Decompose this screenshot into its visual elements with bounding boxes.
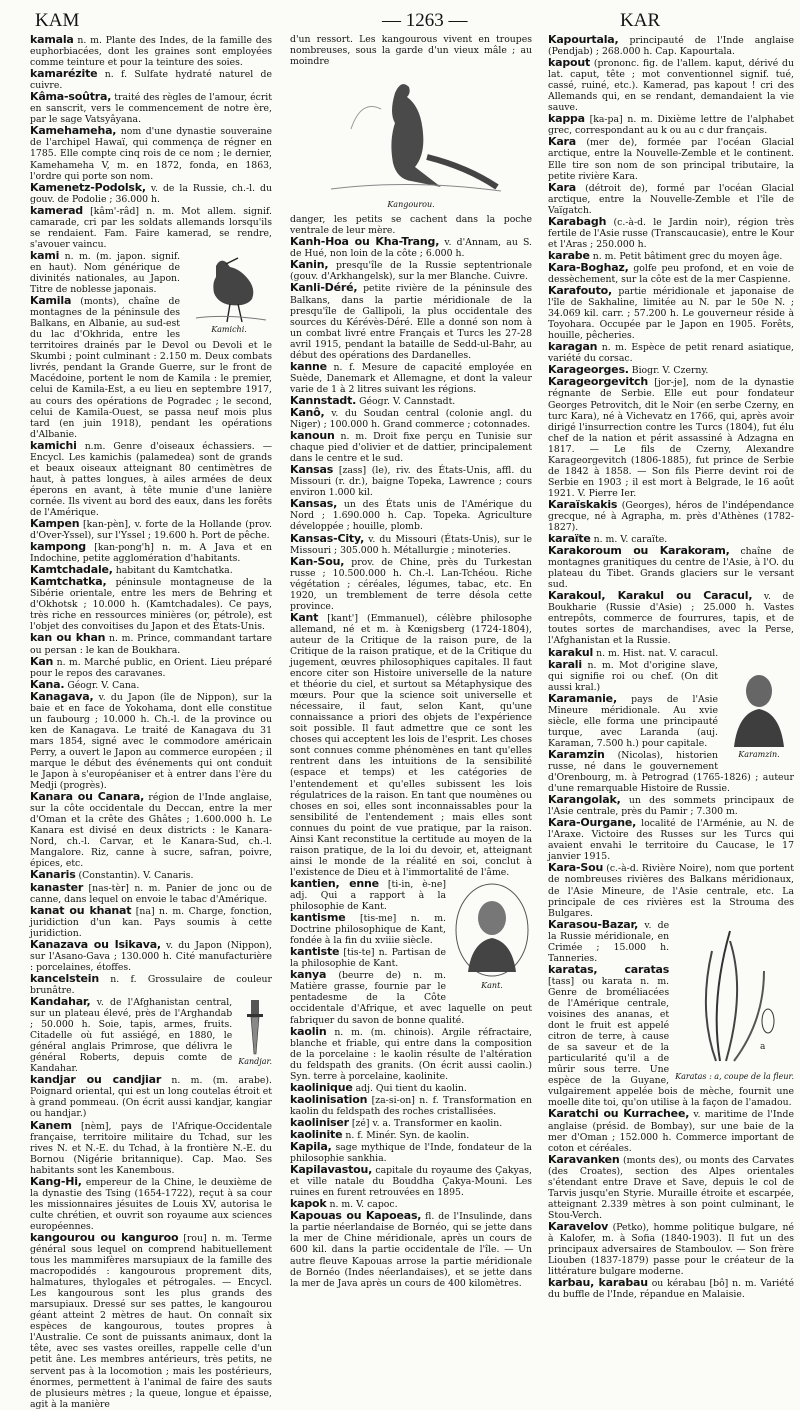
entry-headword: kancelstein (30, 971, 99, 985)
entry-headword: Kamehameha, (30, 124, 117, 138)
entry-definition: [ka-pa] n. m. Dixième lettre de l'alphabet grec, correspondant au k ou au c dur français. (548, 114, 794, 137)
entry-definition: n. m. Espèce de petit renard asiatique, variété du corsac. (548, 342, 794, 365)
dictionary-entry (548, 1154, 794, 1221)
dictionary-entry (548, 862, 794, 918)
dictionary-entry (30, 656, 272, 679)
entry-definition: Géogr. V. Cana. (67, 679, 140, 691)
entry-headword: Karakoroum ou Karakoram, (548, 544, 730, 558)
dictionary-entry (290, 1026, 532, 1082)
entry-headword: Karamanie, (548, 691, 617, 705)
entry-headword: kanoun (290, 429, 335, 443)
dictionary-entry (548, 182, 794, 216)
dictionary-entry (290, 395, 532, 407)
entry-definition: un des États unis de l'Amérique du Nord ; 1.690.000 h. Cap. Topeka. Agriculture développée ; houille, plomb. (290, 499, 532, 533)
entry-headword: Kana. (30, 677, 65, 691)
entry-headword: Kamtchadale, (30, 563, 113, 577)
entry-definition: n. m. Marché public, en Orient. Lieu préparé pour le repos des caravanes. (30, 656, 272, 679)
entry-headword: kampong (30, 540, 86, 554)
dictionary-entry (548, 545, 794, 590)
dictionary-entry (290, 533, 532, 556)
entry-definition: [kan-pong'h] n. m. A Java et en Indochine, petite agglomération d'habitants. (30, 542, 272, 565)
entry-definition: n. m. Plante des Indes, de la famille des euphorbiacées, dont les graines sont employées comme teinture et pour la teinture des soies. (30, 35, 272, 69)
entry-definition: fl. de l'Insulinde, dans la partie néerlandaise de Bornéo, qui se jette dans la mer de Chine méridionale, après un cours de 600 kil. dans la partie occidentale de l'île. — Un autre fleuve Kapouas arrose la partie méridionale de Bornéo (Indes néerlandaises), et se jette dans la mer de Java après un cours de 400 kilomètres. (290, 1211, 532, 1289)
entry-headword: Kâma-soûtra, (30, 90, 112, 104)
dictionary-entry (290, 464, 532, 498)
entry-headword: Kandahar, (30, 994, 91, 1008)
entry-headword: Kapila, (290, 1140, 332, 1154)
entry-definition: n. m. Prince, commandant tartare ou persan : le kan de Boukhara. (30, 633, 272, 656)
entry-headword: kamichi (30, 438, 77, 452)
entry-headword: kamarézite (30, 67, 98, 81)
entry-definition: [na] n. m. Charge, fonction, juridiction d'un kan. Pays soumis à cette juridiction. (30, 905, 272, 939)
header-left: KAM (35, 10, 80, 31)
dictionary-entry (30, 1232, 272, 1410)
dictionary-entry (290, 1094, 532, 1117)
dictionary-entry (548, 113, 794, 136)
entry-headword: kaolinite (290, 1127, 343, 1141)
dictionary-entry (548, 57, 794, 113)
entry-headword: karali (548, 657, 582, 671)
dictionary-entry (548, 647, 794, 659)
dictionary-entry (30, 996, 272, 1074)
entry-headword: kan ou khan (30, 631, 106, 645)
dictionary-entry (30, 34, 272, 68)
entry-headword: Karavelov (548, 1219, 609, 1233)
dictionary-entry (290, 498, 532, 532)
entry-headword: Kanazava ou Isikava, (30, 937, 161, 951)
dictionary-entry (548, 216, 794, 250)
entry-headword: kami (30, 248, 60, 262)
dictionary-entry (290, 361, 532, 395)
entry-headword: Kara-Boghaz, (548, 260, 629, 274)
entry-definition: v. du Japon (île de Nippon), sur la baie et en face de Yokohama, dont elle constitue un faubourg ; 10.000 h. Ch.-l. de la province ou ken de Kanagava. Le traité de Kanagava du 31 mars 1854, signé avec le commodore américain Perry, a ouvert le Japon au commerce européen ; il marque le début des événements qui ont conduit le Japon à s'européaniser et à entrer dans l'ère du Medji (progrès). (30, 691, 272, 792)
dictionary-entry (290, 1210, 532, 1288)
entry-headword: kaolin (290, 1024, 327, 1038)
entry-definition: traité des règles de l'amour, écrit en sanscrit, vers le commencement de notre ère, par le sage Vatsyâyana. (30, 92, 272, 126)
entry-headword: Kapilavastou, (290, 1163, 373, 1177)
entry-definition: Biogr. V. Czerny. (631, 365, 709, 377)
karatas-illustration (690, 921, 780, 1071)
entry-headword: Kampen (30, 517, 80, 531)
entry-definition: [rou] n. m. Terme général sous lequel on comprend habituellement tous les mammifères marsupiaux de la famille des macropodidés : kangourous proprement dits, halmatures, thylogales et pétrogales. — Encycl. Les kangourous sont les plus grands des marsupiaux. Dressé sur ses pattes, le kangourou géant atteint 2 mètres de haut. On connaît six espèces de kangourous, toutes propres à l'Australie. Ce sont de puissants animaux, dont la tête, avec ses vastes oreilles, rappelle celle d'un petit âne. Les membres antérieurs, très petits, ne servent pas à la locomotion ; mais les postérieurs, énormes, permettent à l'animal de faire des sauts de plusieurs mètres ; la queue, longue et épaisse, agit à la manière (30, 1232, 272, 1410)
entry-headword: kapout (548, 56, 591, 70)
entry-headword: Karabagh (548, 214, 607, 228)
dictionary-entry (30, 91, 272, 125)
caption-karamzin: Karamzin. (738, 749, 780, 759)
entry-headword: Karaïskakis (548, 497, 618, 511)
entry-definition: prov. de Chine, près du Turkestan russe ; 10.500.000 h. Ch.-l. Lan-Tchéou. Riche végétation ; céréales, légumes, tabac, etc. En 1920, un tremblement de terre désola cette province. (290, 556, 532, 612)
kangourou-illustration (311, 69, 511, 199)
entry-definition: (Constantin). V. Canaris. (78, 870, 194, 882)
dictionary-entry (30, 905, 272, 939)
entry-headword: Kara-Ourgane, (548, 816, 637, 830)
dictionary-entry (290, 407, 532, 430)
dictionary-entry (548, 794, 794, 817)
dictionary-entry (30, 68, 272, 91)
dictionary-entry (290, 34, 532, 67)
dictionary-entry (30, 518, 272, 541)
dictionary-entry (548, 590, 794, 646)
entry-headword: Kanli-Déré, (290, 281, 358, 295)
column-3 (548, 33, 794, 1301)
dictionary-entry (548, 1221, 794, 1277)
figure-karamzin (724, 661, 794, 760)
entry-definition: [jor-je], nom de la dynastie régnante de Serbie. Elle eut pour fondateur Georges Petrovitch, dit le Noir (en serbe Czerny, en turc Kara), né à Vichevatz en 1766, qui, après avoir dirigé l'insurrection contre les Turcs (1804), fut élu chef de la nation et périt assassiné à Adzagna en 1817. — Le fils de Czerny, Alexandre Karageorgevitch (1806-1885), fut prince de Serbie de 1842 à 1858. — Son fils Pierre devint roi de Serbie en 1903 ; il est mort à Belgrade, le 16 août 1921. V. Pierre Ier. (548, 377, 794, 499)
entry-headword: Kanem (30, 1118, 72, 1132)
dictionary-entry (290, 556, 532, 612)
dictionary-entry (548, 34, 794, 57)
entry-definition: sage mythique de l'Inde, fondateur de la philosophie sankhia. (290, 1142, 532, 1165)
dictionary-entry (30, 1176, 272, 1232)
entry-definition: chaîne de montagnes granitiques du centre de l'Asie, à l'O. du plateau du Tibet. Grands glaciers sur le versant sud. (548, 546, 794, 591)
header-right: KAR (620, 10, 661, 31)
figure-kangourou (290, 69, 532, 210)
page-number: — 1263 — (382, 10, 468, 31)
entry-definition: n. m. V. capoc. (329, 1199, 398, 1211)
kant-portrait (452, 880, 532, 980)
running-header (0, 10, 800, 32)
entry-definition: n. f. Mesure de capacité employée en Suède, Danemark et Allemagne, et dont la valeur varie de 1 à 2 litres suivant les régions. (290, 361, 532, 395)
entry-definition: [nèm], pays de l'Afrique-Occidentale française, territoire militaire du Tchad, sur les rives N. et N.-E. du Tchad, à la frontière N.-E. du Bornou (Nigérie britannique). Cap. Mao. Ses habitants sont les Kanembous. (30, 1120, 272, 1176)
entry-definition: n. f. Minér. Syn. de kaolin. (345, 1129, 470, 1141)
entry-definition: d'un ressort. Les kangourous vivent en troupes nombreuses, sous la garde d'un vieux mâle ; au moindre (290, 34, 532, 68)
dictionary-entry (30, 791, 272, 869)
entry-definition: (c.-à-d. le Jardin noir), région très fertile de l'Asie russe (Transcaucasie), entre le Kour et l'Aras ; 250.000 h. (548, 216, 794, 250)
entry-headword: karagan (548, 340, 598, 354)
dictionary-entry (548, 499, 794, 533)
dictionary-entry (30, 973, 272, 996)
entry-headword: Kamila (30, 294, 72, 308)
entry-headword: Kant (290, 610, 319, 624)
dictionary-entry (548, 285, 794, 341)
dictionary-entry (30, 1120, 272, 1176)
entry-headword: karakul (548, 645, 594, 659)
entry-headword: Kanh-Hoa ou Kha-Trang, (290, 235, 440, 249)
entry-definition: v. de Boukharie (Russie d'Asie) ; 25.000 h. Vastes entrepôts, commerce de fourrures, tapis, et de toutes sortes de marchandises, avec la Perse, l'Afghanistan et la Russie. (548, 591, 794, 647)
entry-headword: Kanaris (30, 868, 76, 882)
caption-kangourou: Kangourou. (387, 200, 435, 210)
entry-definition: principauté de l'Inde anglaise (Pendjab) ; 268.000 h. Cap. Kapourtala. (548, 35, 794, 58)
entry-headword: kantien, enne (290, 876, 379, 890)
entry-headword: Karakoul, Karakul ou Caracul, (548, 589, 753, 603)
dictionary-entry (548, 1108, 794, 1153)
entry-definition: n. m. (m. japon. signif. en haut). Nom générique de divinités nationales, au Japon. Titre de noblesse japonais. (30, 250, 180, 296)
entry-definition: pays de l'Asie Mineure méridionale. Au xvie siècle, elle forma une principauté turque, avec Laranda (auj. Karaman, 7.500 h.) pour capitale. (548, 693, 718, 749)
entry-definition: n. m. (m. arabe). Poignard oriental, qui est un long coutelas étroit et à grand pommeau. (On écrit aussi kandjar, kangiar ou handjar.) (30, 1075, 272, 1120)
kandjar-illustration (242, 998, 268, 1056)
entry-definition: (Petko), homme politique bulgare, né à Kalofer, m. à Sofia (1840-1903). Il fut un des principaux adversaires de Stamboulov. — Son frère Liouben (1837-1879) passe pour le créateur de la littérature bulgare moderne. (548, 1221, 794, 1278)
dictionary-entry (548, 341, 794, 364)
entry-definition: n. m. Petit bâtiment grec du moyen âge. (592, 250, 783, 262)
entry-definition: n. m. Hist. nat. V. caracul. (596, 647, 719, 659)
dictionary-entry (548, 136, 794, 181)
entry-definition: [kâm'-râd] n. m. Mot allem. signif. camarade, cri par les soldats allemands lorsqu'ils se rendaient. Fam. Faire kamerad, se rendre, s'avouer vaincu. (30, 205, 272, 250)
entry-headword: Kansas-City, (290, 531, 365, 545)
entry-headword: Karageorges. (548, 363, 629, 377)
entry-definition: n.m. Genre d'oiseaux échassiers. — Encycl. Les kamichis (palamedea) sont de grands et beaux oiseaux atteignant 80 centimètres de haut, à pattes longues, à ailes armées de deux éperons en avant, à tête munie d'une lanière cornée. Ils vivent au bord des eaux, dans les forêts de l'Amérique. (30, 440, 272, 518)
entry-headword: kamerad (30, 203, 83, 217)
entry-headword: Karangolak, (548, 793, 621, 807)
entry-headword: kappa (548, 112, 585, 126)
dictionary-entry (290, 236, 532, 259)
entry-headword: karabe (548, 248, 590, 262)
entry-headword: Kanara ou Canara, (30, 790, 145, 804)
entry-definition: localité de l'Arménie, au N. de l'Araxe. Victoire des Russes sur les Turcs qui avaient envahi le territoire du Caucase, le 17 janvier 1915. (548, 818, 794, 863)
entry-headword: Kamtchatka, (30, 575, 107, 589)
entry-headword: kanat ou khanat (30, 903, 132, 917)
dictionary-entry (548, 817, 794, 862)
entry-definition: (mer de), formée par l'océan Glacial arctique, entre la Nouvelle-Zemble et le continent. Elle tire son nom de son principal tributaire, la petite rivière Kara. (548, 137, 794, 182)
figure-kamichi (186, 252, 272, 335)
dictionary-entry (30, 1074, 272, 1119)
dictionary-entry (290, 214, 532, 236)
entry-headword: kapok (290, 1197, 327, 1211)
entry-headword: Karavanken (548, 1152, 620, 1166)
entry-definition: (détroit de), formé par l'océan Glacial arctique, entre la Nouvelle-Zemble et l'île de Vaïgatch. (548, 182, 794, 216)
entry-headword: Kan-Sou, (290, 554, 345, 568)
entry-headword: kanaster (30, 880, 84, 894)
entry-definition: v. d'Annam, au S. de Hué, non loin de la côte ; 6.000 h. (290, 237, 532, 260)
entry-headword: Karageorgevitch (548, 375, 648, 389)
entry-headword: Kanô, (290, 405, 325, 419)
entry-definition: golfe peu profond, et en voie de dessèchement, sur la côte est de la mer Caspienne. (548, 262, 794, 285)
entry-definition: v. maritime de l'Inde anglaise (présid. de Bombay), sur une baie de la mer d'Oman ; 152.000 h. Commerce important de coton et céréales. (548, 1109, 794, 1154)
entry-definition: capitale du royaume des Çakyas, et ville natale du Bouddha Çakya-Mouni. Les ruines en furent retrouvées en 1895. (290, 1165, 532, 1199)
entry-headword: Karatchi ou Kurrachee, (548, 1107, 690, 1121)
entry-definition: (Georges), héros de l'indépendance grecque, né à Agrapha, m. près d'Athènes (1782-1827). (548, 499, 794, 534)
entry-headword: Kanin, (290, 258, 329, 272)
entry-definition: adj. Qui tient du kaolin. (355, 1082, 467, 1094)
entry-headword: Kara (548, 180, 576, 194)
entry-definition: n. m. Droit fixe perçu en Tunisie sur chaque pied d'olivier et de dattier, principalement dans le centre et le sud. (290, 431, 532, 465)
entry-definition: un des sommets principaux de l'Asie centrale, près du Pamir ; 7.300 m. (548, 795, 794, 818)
dictionary-entry (290, 1164, 532, 1198)
dictionary-entry (548, 376, 794, 499)
entry-headword: kanne (290, 359, 327, 373)
column-1 (30, 33, 272, 1410)
entry-headword: Kannstadt. (290, 393, 357, 407)
svg-text:a: a (759, 1041, 765, 1052)
entry-definition: partie méridionale et japonaise de l'île de Sakhaline, limitée au N. par le 50e N. ; 34.069 kil. carr. ; 57.200 h. Le gouverneur réside à Toyohara. Occupée par le Japon en 1905. Forêts, houille, pêcheries. (548, 286, 794, 342)
entry-headword: kamala (30, 33, 74, 46)
dictionary-entry (30, 632, 272, 655)
caption-kamichi: Kamichi. (211, 324, 247, 334)
entry-headword: kantisme (290, 911, 346, 925)
entry-definition: [tass] ou karata n. m. Genre de broméliacées de l'Amérique centrale, voisines des ananas, et dont le fruit est appelé citron de terre, à cause de sa saveur et de la particularité qu'il a de mûrir sous terre. Une espèce de la Guyane, vulgairement appelée bois de mèche, fournit une moelle dite toi, qu'on utilise à la façon de l'amadou. (548, 975, 794, 1109)
entry-definition: presqu'île de la Russie septentrionale (gouv. d'Arkhangelsk), sur la mer Blanche. Cuivre. (290, 260, 532, 283)
entry-definition: péninsule montagneuse de la Sibérie orientale, entre les mers de Behring et d'Okhotsk ; 10.000 h. (Kamtchadales). Ce pays, très riche en ressources minières (or, pétrole), est l'objet des convoitises du Japon et des États-Unis. (30, 577, 272, 633)
entry-definition: v. de l'Afghanistan central, sur un plateau élevé, près de l'Arghandab ; 50.000 h. Soie, tapis, armes, fruits. Citadelle où fut assiégé, en 1880, le général anglais Primrose, que délivra le général Roberts, depuis comte de Kandahar. (30, 996, 233, 1075)
entry-headword: kanya (290, 968, 327, 982)
dictionary-entry (30, 125, 272, 181)
entry-definition: [tis-te] n. Partisan de la philosophie de Kant. (290, 947, 446, 970)
dictionary-entry (548, 1277, 794, 1300)
column-2 (290, 34, 532, 1289)
entry-headword: kandjar ou candjiar (30, 1073, 162, 1087)
entry-definition: [kant'] (Emmanuel), célèbre philosophe allemand, né et m. à Kœnigsberg (1724-1804), auteur de la Critique de la raison pure, de la Critique de la raison pratique, et de la Critique du jugement, œuvres philosophiques capitales. Il faut encore citer son Histoire universelle de la nature et théorie du ciel, et surtout sa Métaphysique des mœurs. Pour que la science soit universelle et nécessaire, il faut, selon Kant, qu'une connaissance a priori des objets de l'expérience soit possible. Il faut admettre que ce sont les choses qui acceptent les lois de l'esprit. Les choses sont connues comme phénomènes en tant qu'elles rentrent dans les intuitions de la sensibilité (espace et temps) et les catégories de l'entendement et qu'elles subissent les lois régulatrices de la raison. En tant que noumènes ou choses en soi, elles sont inconnaissables pour la sensibilité de l'entendement ; mais elles sont connues du point de vue pratique, par la raison. Ainsi Kant reconstitue la certitude au moyen de la raison pratique, de la loi du devoir, et, atteignant ainsi le monde de la réalité en soi, conclut à l'existence de Dieu et à l'immortalité de l'âme. (290, 612, 532, 878)
entry-definition: [ti-in, è-ne] adj. Qui a rapport à la philosophie de Kant. (290, 878, 446, 913)
entry-definition: [tis-me] n. m. Doctrine philosophique de Kant, fondée à la fin du xviiie siècle. (290, 913, 446, 947)
entry-headword: Kang-Hi, (30, 1174, 82, 1188)
entry-definition: (c.-à-d. Rivière Noire), nom que portent de nombreuses rivières des Balkans méridionaux, de l'Asie Mineure, de l'Asie centrale, etc. La principale de ces rivières est la Strouma des Bulgares. (548, 863, 794, 919)
entry-definition: n. f. Grossulaire de couleur brunâtre. (30, 973, 272, 996)
entry-definition: (monts des), ou monts des Carvates (des Croates), section des Alpes orientales s'étendant entre Drave et Save, depuis le col de Tarvis jusqu'en Styrie. Muraille étroite et escarpée, atteignant 2.339 mètres à son point culminant, le Stou-Verch. (548, 1154, 794, 1221)
dictionary-entry (30, 205, 272, 250)
entry-headword: Kara (548, 135, 576, 149)
entry-definition: v. du Soudan central (colonie angl. du Niger) ; 100.000 h. Grand commerce ; cotonnades. (290, 407, 532, 431)
entry-headword: karaïte (548, 532, 591, 546)
dictionary-entry (30, 541, 272, 564)
entry-definition: n. m. V. caraïte. (593, 534, 668, 546)
entry-headword: karbau, karabau (548, 1276, 648, 1290)
entry-definition: [zé] v. a. Transformer en kaolin. (351, 1117, 503, 1129)
entry-headword: kangourou ou kanguroo (30, 1230, 179, 1244)
dictionary-entry (290, 430, 532, 464)
entry-definition: [nas-tèr] n. m. Panier de jonc ou de canne, dans lequel on envoie le tabac d'Amérique. (30, 882, 272, 905)
entry-definition: petite rivière de la péninsule des Balkans, dans la partie méridionale de la presqu'île de Gallipoli, la plus occidentale des sources du Kérévès-Déré. Elle a donné son nom à un combat livré entre Français et Turcs les 27-28 avril 1915, pendant la bataille de Sedd-ul-Bahr, au début des opérations des Dardanelles. (290, 283, 532, 361)
entry-definition: v. du Japon (Nippon), sur l'Asano-Gava ; 130.000 h. Cité manufacturière : porcelaines, étoffes. (30, 939, 272, 973)
entry-definition: (Nicolas), historien russe, né dans le gouvernement d'Orenbourg, m. à Petrograd (1765-1826) ; auteur d'une remarquable Histoire de Russie. (548, 749, 794, 795)
entry-headword: kaolinisation (290, 1092, 368, 1106)
dictionary-entry (548, 262, 794, 285)
entry-definition: ou kérabau [bô] n. m. Variété du buffle de l'Inde, répandue en Malaisie. (548, 1278, 794, 1301)
kamichi-illustration (186, 252, 272, 324)
dictionary-entry (290, 259, 532, 282)
entry-definition: empereur de la Chine, le deuxième de la dynastie des Tsing (1654-1722), reçut à sa cour les missionnaires jésuites de Louis XV, autorisa le culte chrétien, et ouvrit son royaume aux sciences européennes. (30, 1176, 272, 1232)
entry-headword: Kansas (290, 463, 334, 477)
dictionary-entry (30, 440, 272, 518)
figure-kant (452, 880, 532, 991)
entry-definition: région de l'Inde anglaise, sur la côte occidentale du Deccan, entre la mer d'Oman et la crête des Ghâtes ; 1.600.000 h. Le Kanara est divisé en deux districts : le Kanara-Nord, ch.-l. Carvar, et le Kanara-Sud, ch.-l. Mangalore. Riz, canne à sucre, safran, poivre, épices, etc. (30, 792, 272, 870)
dictionary-entry (30, 691, 272, 791)
entry-definition: habitant du Kamtchatka. (115, 565, 233, 577)
entry-definition: danger, les petits se cachent dans la poche ventrale de leur mère. (290, 214, 532, 237)
entry-headword: Kamenetz-Podolsk, (30, 180, 146, 194)
entry-definition: n. f. Sulfate hydraté naturel de cuivre. (30, 69, 272, 92)
caption-kant: Kant. (481, 980, 503, 990)
dictionary-entry (30, 939, 272, 973)
karamzin-portrait (724, 661, 794, 749)
entry-headword: kaoliniser (290, 1115, 349, 1129)
entry-definition: nom d'une dynastie souveraine de l'archipel Hawaï, qui commença de régner en 1785. Elle compte cinq rois de ce nom ; le dernier, Kamehameha V, m. en 1872, fonda, en 1863, l'ordre qui porte son nom. (30, 126, 272, 182)
entry-definition: (monts), chaîne de montagnes de la péninsule des Balkans, en Albanie, au sud-est du lac d'Okhrida, entre les territoires drainés par le Devol ou Devoli et le Skumbi ; point culminant : 2.150 m. Deux combats livrés, pendant la Grande Guerre, sur le front de Macédoine, portent le nom de Kamila : le premier, celui de Kamila-Est, a eu lieu en septembre 1917, au cours des opérations de Pogradec ; le second, celui de Kamila-Ouest, se passa neuf mois plus tard (en juin 1918), pendant les opérations d'Albanie. (30, 296, 272, 440)
entry-definition: v. du Missouri (États-Unis), sur le Missouri ; 305.000 h. Métallurgie ; minoteries. (290, 533, 532, 556)
entry-definition: [kan-pèn], v. forte de la Hollande (prov. d'Over-Yssel), sur l'Yssel ; 19.600 h. Port de pêche. (30, 519, 272, 542)
caption-karatas: Karatas : a, coupe de la fleur. (675, 1071, 794, 1081)
entry-headword: kaolinique (290, 1080, 353, 1094)
entry-headword: Karamzin (548, 747, 605, 761)
entry-headword: Karasou-Bazar, (548, 917, 639, 931)
entry-headword: Kanagava, (30, 689, 94, 703)
entry-definition: n. m. (m. chinois). Argile réfractaire, blanche et friable, qui entre dans la composition de la porcelaine : le kaolin résulte de l'altération du feldspath des granits. (On écrit aussi caolin.) Syn. terre à porcelaine, kaolinite. (290, 1026, 532, 1082)
entry-headword: Kapouas ou Kapoeas, (290, 1209, 422, 1223)
entry-definition: n. m. Mot d'origine slave, qui signifie roi ou chef. (On dit aussi kral.) (548, 659, 718, 693)
entry-headword: Kan (30, 654, 54, 668)
entry-definition: v. de la Russie méridionale, en Crimée ; 15.000 h. Tanneries. (548, 919, 670, 964)
entry-headword: karatas, caratas (548, 962, 670, 976)
entry-headword: Kapourtala, (548, 33, 619, 46)
caption-kandjar: Kandjar. (238, 1056, 272, 1066)
entry-definition: (beurre de) n. m. Matière grasse, fournie par le pentadesme de la Côte occidentale d'Afrique, et avec laquelle on peut fabriquer du savon de bonne qualité. (290, 970, 532, 1026)
entry-definition: Géogr. V. Cannstadt. (359, 395, 456, 407)
dictionary-entry (30, 182, 272, 205)
dictionary-entry (290, 612, 532, 878)
dictionary-entry (30, 576, 272, 632)
entry-headword: Kansas, (290, 497, 338, 511)
entry-headword: Kara-Sou (548, 861, 604, 875)
entry-definition: [za-si-on] n. f. Transformation en kaolin du feldspath des roches cristallisées. (290, 1094, 532, 1117)
entry-headword: kantiste (290, 945, 340, 959)
entry-definition: (prononc. fig. de l'allem. kaput, dérivé du lat. caput, tête ; mot conventionnel signif. tué, cassé, ruiné, etc.). Kamerad, pas kapout ! cri des Allemands qui, en se rendant, demandaient la vie sauve. (548, 58, 794, 114)
entry-headword: Karafouto, (548, 284, 612, 298)
dictionary-entry (30, 882, 272, 905)
figure-karatas (675, 921, 794, 1082)
dictionary-entry (290, 282, 532, 360)
figure-kandjar (238, 998, 272, 1067)
dictionary-entry (290, 1141, 532, 1164)
entry-definition: [zass] (le), riv. des États-Unis, affl. du Missouri (r. dr.), baigne Topeka, Lawrence ; cours environ 1.000 kil. (290, 465, 532, 499)
entry-definition: v. de la Russie, ch.-l. du gouv. de Podolie ; 36.000 h. (30, 182, 272, 205)
